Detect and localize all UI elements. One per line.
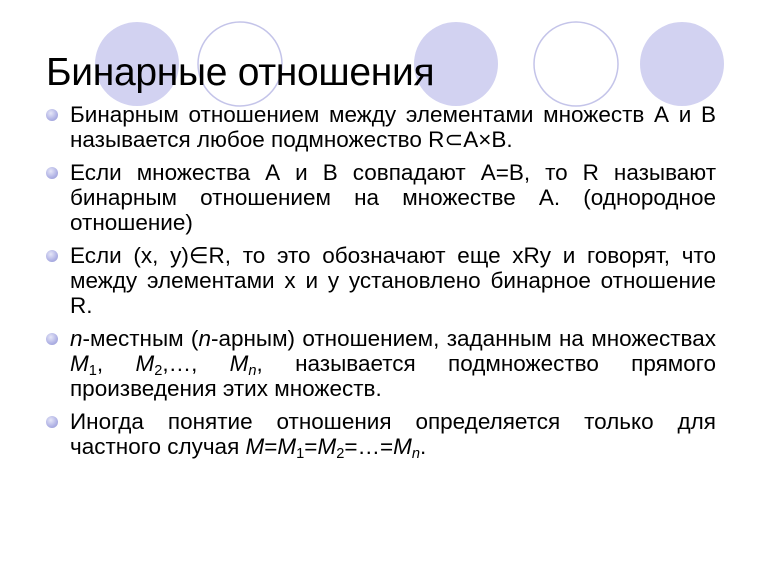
item-text: Бинарным отношением между элементами множеств А и В называется любое подмножество R: [70, 102, 716, 152]
item-text: -местным (: [82, 326, 199, 351]
bullet-icon: [46, 167, 58, 179]
list-item-xry-notation: [46, 243, 716, 318]
element-of-symbol: ∈: [188, 243, 209, 268]
item-text: =…=: [344, 434, 394, 459]
item-text: A: [463, 127, 479, 152]
item-text: ,: [96, 351, 136, 376]
deco-circle-outline-2: [534, 22, 618, 106]
item-text: ,…,: [162, 351, 230, 376]
math-var-m: M: [70, 351, 89, 376]
item-text: , называется подмножество прямого произведения этих множеств.: [70, 351, 716, 401]
list-item-special-case: [46, 409, 716, 463]
item-text: -арным) отношением, заданным на множествах: [210, 326, 717, 351]
item-text: Если множества А и В совпадают А=В, то R называют бинарным отношением на множестве А. (однородное отношение): [70, 160, 716, 235]
item-text: =: [264, 434, 278, 459]
math-subscript: 2: [154, 363, 163, 380]
math-subscript: n: [411, 446, 420, 463]
math-subscript: 1: [296, 446, 305, 463]
bullet-icon: [46, 416, 58, 428]
subset-symbol: ⊂: [444, 127, 464, 152]
math-subscript: n: [248, 363, 257, 380]
math-var-m: M: [317, 434, 337, 459]
bullet-icon: [46, 250, 58, 262]
math-var-m: M: [135, 351, 155, 376]
math-var-m: M: [245, 434, 265, 459]
bullet-list: [46, 102, 716, 467]
math-var-m: M: [277, 434, 297, 459]
item-text: Если (x, y): [70, 243, 189, 268]
slide-title: Бинарные отношения: [46, 51, 435, 94]
math-var-n: n: [198, 326, 211, 351]
math-subscript: 2: [336, 446, 345, 463]
math-var-m: M: [393, 434, 412, 459]
math-var-n: n: [70, 326, 83, 351]
list-item-homogeneous-relation: [46, 160, 716, 235]
item-text: .: [420, 434, 427, 459]
math-subscript: 1: [88, 363, 97, 380]
deco-circle-filled-3: [640, 22, 724, 106]
item-text: =: [304, 434, 318, 459]
list-item-n-ary-relation: [46, 326, 716, 401]
bullet-icon: [46, 109, 58, 121]
item-text: B.: [491, 127, 513, 152]
item-text: Иногда понятие отношения определяется только для частного случая: [70, 409, 716, 459]
math-var-m: M: [229, 351, 249, 376]
item-text: R, то это обозначают еще xRy и говорят, что между элементами x и y установлено бинарное отношение R.: [70, 243, 716, 318]
list-item-binary-relation-definition: [46, 102, 716, 152]
times-symbol: ×: [478, 127, 492, 152]
bullet-icon: [46, 333, 58, 345]
